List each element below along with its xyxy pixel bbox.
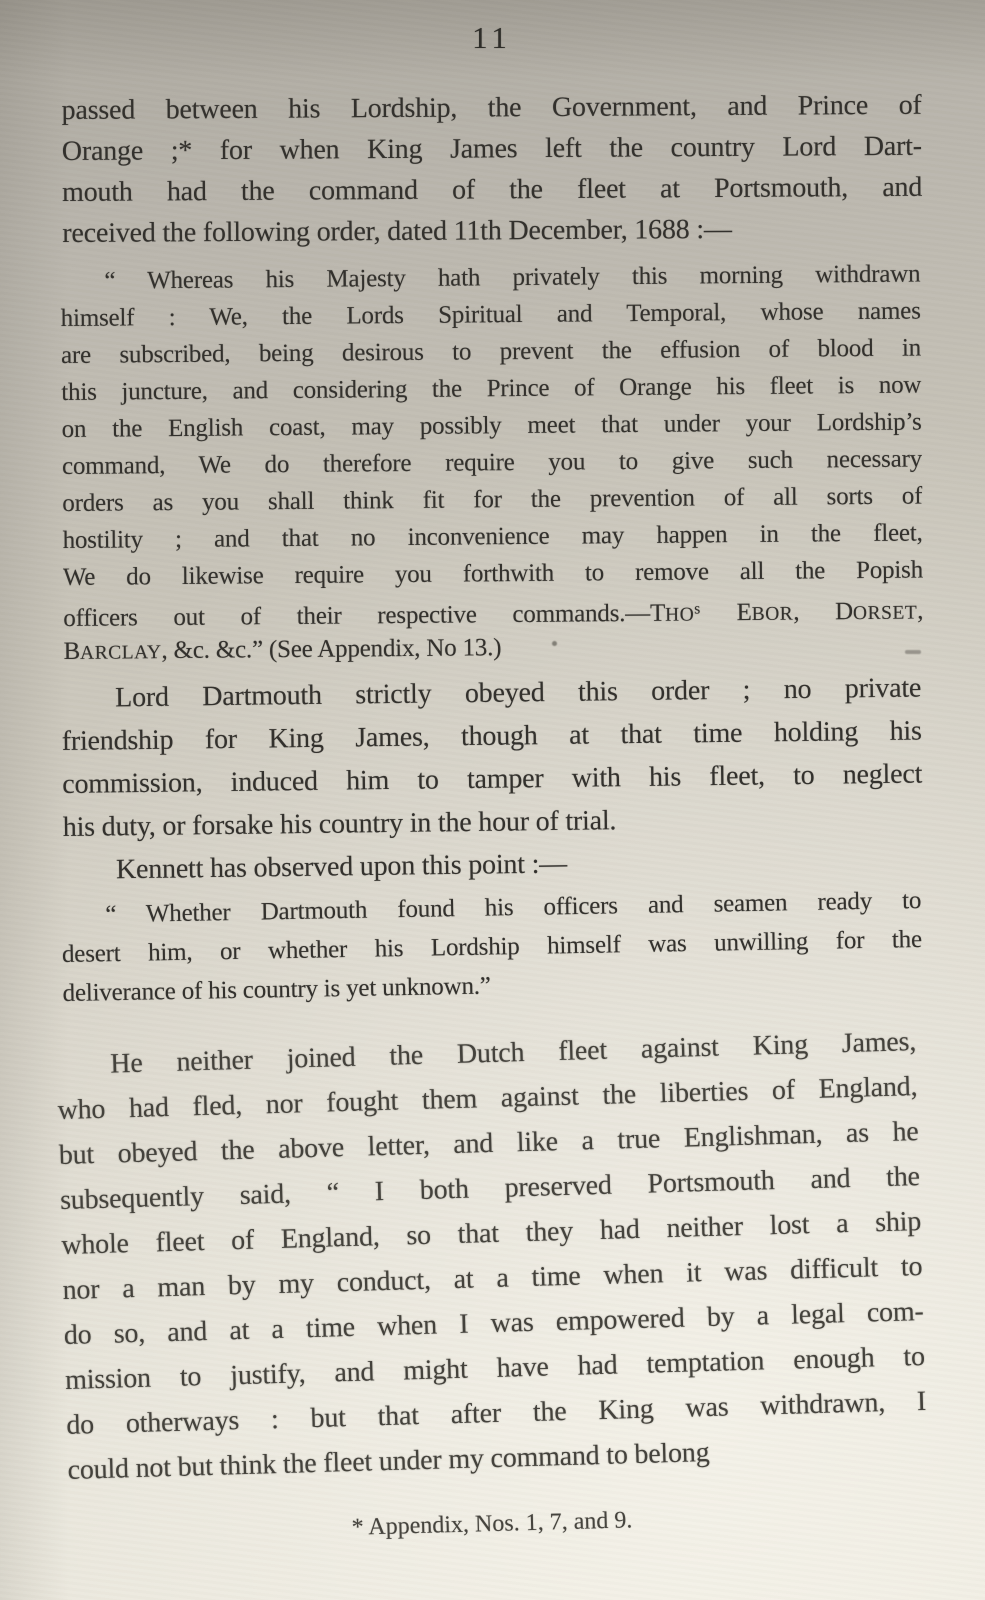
text-line: subsequently said, “ I both preserved Portsmouth and the <box>59 1161 921 1217</box>
text-line: do so, and at a time when I was empowered by a legal com- <box>63 1295 924 1351</box>
text-line: but obeyed the above letter, and like a true Englishman, as he <box>58 1116 919 1172</box>
paragraph-4 <box>56 1019 928 1493</box>
text-line: do otherways : but that after the King was withdrawn, I <box>65 1385 927 1441</box>
text-blocks <box>57 89 927 1493</box>
ink-speck <box>905 650 921 654</box>
text-line: “ Whereas his Majesty hath privately this morning withdrawn <box>104 260 921 295</box>
text-line: command, We do therefore require you to give such necessary <box>61 445 923 480</box>
text-line: friendship for King James, though at that time holding his <box>61 715 922 758</box>
text-line: desert him, or whether his Lordship himself was unwilling for the <box>61 925 923 968</box>
text-line: Lord Dartmouth strictly obeyed this order ; no private <box>115 672 922 714</box>
text-line: Orange ;* for when King James left the country Lord Dart- <box>61 130 922 168</box>
ink-speck <box>552 641 557 646</box>
text-line <box>63 588 923 633</box>
small-caps-text: HO <box>665 604 695 626</box>
text-line: this juncture, and considering the Prince of Orange his fleet is now <box>61 371 922 407</box>
text-line: on the English coast, may possibly meet that under your Lordship’s <box>61 408 922 444</box>
text-line: hostility ; and that no inconvenience may happen in the fleet, <box>62 519 923 554</box>
paragraph-1 <box>61 85 922 254</box>
text-line: could not but think the fleet under my command to belong <box>67 1437 710 1486</box>
letter-quote <box>60 256 924 670</box>
text-line: Kennett has observed upon this point :— <box>115 848 568 886</box>
small-caps-text: BOR <box>751 603 794 625</box>
text-line: He neither joined the Dutch fleet against King James, <box>109 1026 917 1080</box>
text-line: “ Whether Dartmouth found his officers and seamen ready to <box>105 886 922 929</box>
text-line: his duty, or forsake his country in the hour of trial. <box>62 805 617 843</box>
text-line: himself : We, the Lords Spiritual and Temporal, whose names <box>60 297 921 333</box>
paragraph-2 <box>61 666 923 848</box>
small-caps-text: ARCLAY <box>80 642 162 664</box>
text-line: mission to justify, and might have had temptation enough to <box>64 1340 926 1396</box>
text-line: are subscribed, being desirous to prevent the effusion of blood in <box>60 334 922 370</box>
footnote: * Appendix, Nos. 1, 7, and 9. <box>351 1507 633 1541</box>
text-line: We do likewise require you forthwith to remove all the Popish <box>62 556 924 591</box>
text-segment: , D <box>793 598 854 626</box>
text-line: deliverance of his country is yet unknown.” <box>62 972 491 1007</box>
page-number: 11 <box>472 20 512 55</box>
text-segment: E <box>700 598 752 627</box>
text-segment: B <box>63 637 81 665</box>
text-line: who had fled, nor fought them against the liberties of England, <box>57 1071 918 1127</box>
text-line: mouth had the command of the fleet at Portsmouth, and <box>62 171 923 208</box>
text-line: received the following order, dated 11th December, 1688 :— <box>62 213 732 249</box>
kennett-quote <box>61 881 923 1013</box>
text-line: orders as you shall think fit for the prevention of all sorts of <box>62 482 923 517</box>
superscript-text: s <box>694 600 701 618</box>
text-line: whole fleet of England, so that they had neither lost a ship <box>60 1206 922 1262</box>
text-line: commission, induced him to tamper with his fleet, to neglect <box>62 758 923 800</box>
text-segment: , &c. &c.” (See Appendix, No 13.) <box>161 634 502 665</box>
text-segment: , <box>917 597 924 625</box>
text-segment: officers out of their respective commands.—T <box>63 599 666 632</box>
small-caps-text: ORSET <box>852 602 918 625</box>
text-line: nor a man by my conduct, at a time when it was difficult to <box>62 1250 923 1306</box>
text-line <box>63 625 923 670</box>
text-line: passed between his Lordship, the Government, and Prince of <box>61 89 922 127</box>
